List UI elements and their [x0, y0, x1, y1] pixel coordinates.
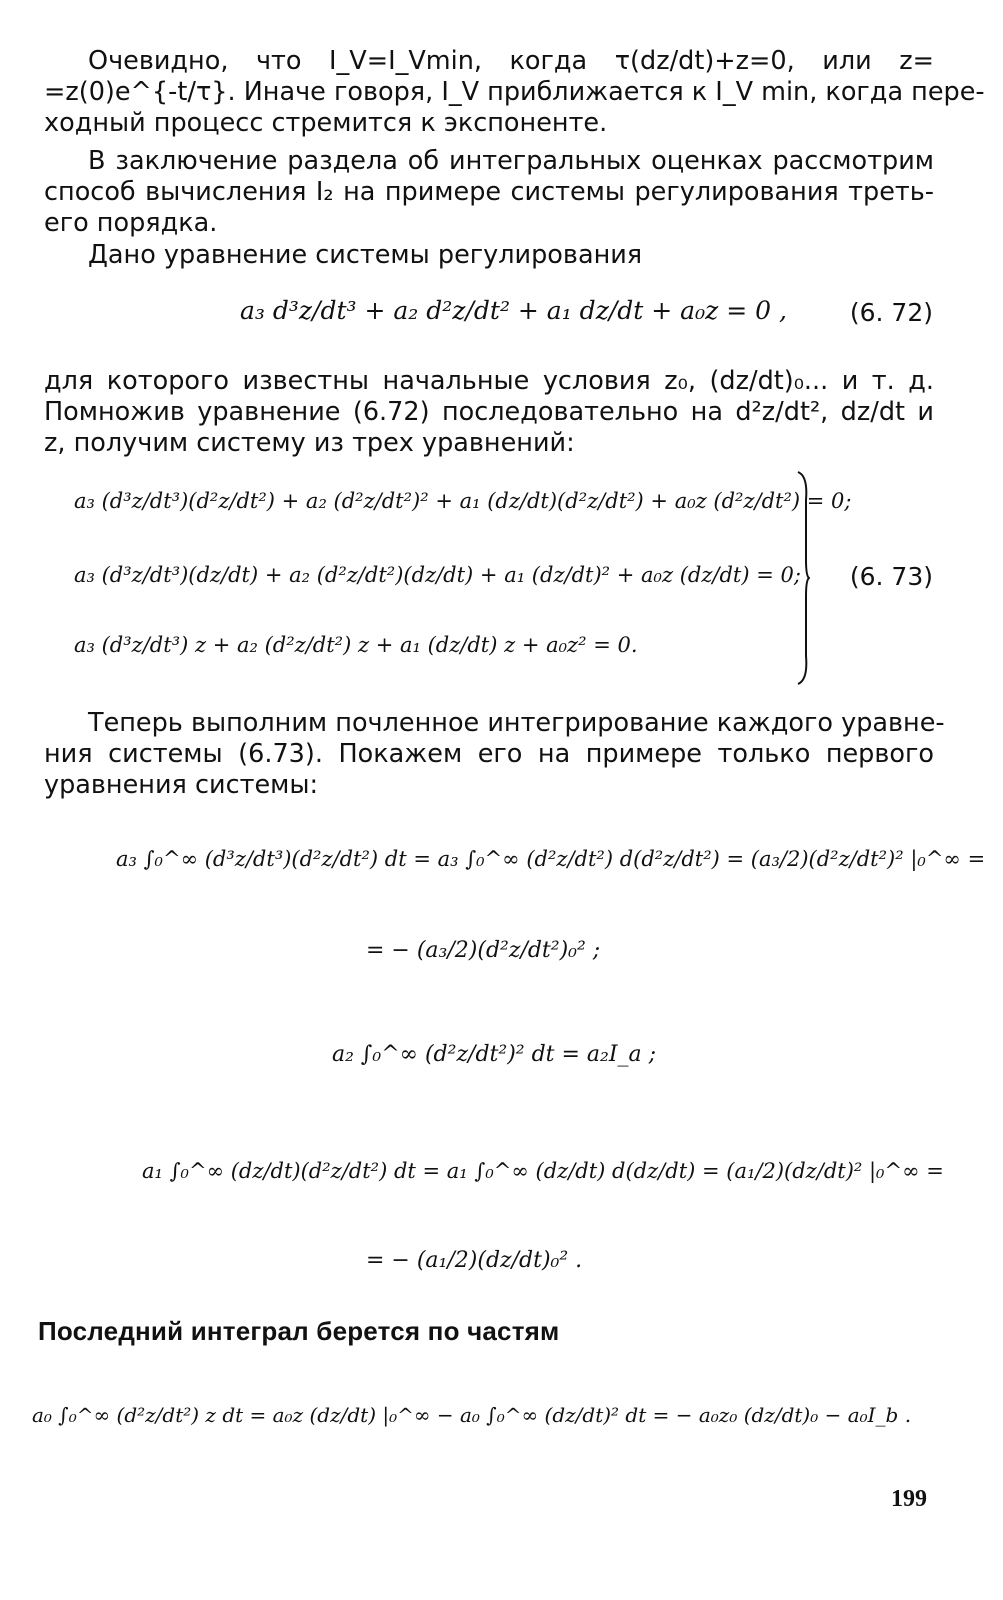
- equation-number-6-72: (6. 72): [849, 298, 933, 327]
- text-line: z, получим систему из трех уравнений:: [44, 428, 575, 458]
- paragraph-3: [44, 240, 934, 271]
- text-line: В заключение раздела об интегральных оценках рассмотрим: [88, 146, 934, 176]
- integral-1-line-1: a₃ ∫₀^∞ (d³z/dt³)(d²z/dt²) dt = a₃ ∫₀^∞ (d²z/dt²) d(d²z/dt²) = (a₃/2)(d²z/dt²)² |₀^∞ =: [116, 847, 986, 871]
- equation-number-6-73: (6. 73): [849, 562, 933, 591]
- integral-2: a₂ ∫₀^∞ (d²z/dt²)² dt = a₂I_a ;: [332, 1042, 657, 1067]
- integral-3-line-1: a₁ ∫₀^∞ (dz/dt)(d²z/dt²) dt = a₁ ∫₀^∞ (dz/dt) d(dz/dt) = (a₁/2)(dz/dt)² |₀^∞ =: [142, 1159, 944, 1183]
- integral-1-line-2: = − (a₃/2)(d²z/dt²)₀² ;: [366, 938, 601, 963]
- text-line: способ вычисления I₂ на примере системы регулирования треть-: [44, 177, 934, 207]
- equation-6-73-line-2: a₃ (d³z/dt³)(dz/dt) + a₂ (d²z/dt²)(dz/dt) + a₁ (dz/dt)² + a₀z (dz/dt) = 0;: [74, 563, 801, 587]
- text-line: ния системы (6.73). Покажем его на примере только первого: [44, 739, 934, 769]
- paragraph-1: [44, 46, 985, 139]
- text-line: уравнения системы:: [44, 770, 319, 800]
- text-line: =z(0)e^{-t/τ}. Иначе говоря, I_V приближается к I_V min, когда пере-: [44, 77, 985, 107]
- equation-6-72: a₃ d³z/dt³ + a₂ d²z/dt² + a₁ dz/dt + a₀z = 0 ,: [240, 296, 787, 325]
- text-line: Дано уравнение системы регулирования: [88, 240, 643, 270]
- section-heading: Последний интеграл берется по частям: [38, 1316, 560, 1346]
- text-line: Очевидно, что I_V=I_Vmin, когда τ(dz/dt)+z=0, или z=: [88, 46, 934, 76]
- paragraph-4: [44, 366, 934, 459]
- integral-3-line-2: = − (a₁/2)(dz/dt)₀² .: [366, 1248, 583, 1273]
- text-line: Помножив уравнение (6.72) последовательно на d²z/dt², dz/dt и: [44, 397, 934, 427]
- paragraph-5: [44, 708, 945, 801]
- equation-6-73-line-3: a₃ (d³z/dt³) z + a₂ (d²z/dt²) z + a₁ (dz/dt) z + a₀z² = 0.: [74, 633, 638, 657]
- integral-4: a₀ ∫₀^∞ (d²z/dt²) z dt = a₀z (dz/dt) |₀^∞ − a₀ ∫₀^∞ (dz/dt)² dt = − a₀z₀ (dz/dt)₀ − a₀I_b .: [32, 1403, 912, 1427]
- text-line: для которого известны начальные условия z₀, (dz/dt)₀... и т. д.: [44, 366, 934, 396]
- right-brace-icon: [796, 470, 810, 686]
- text-line: Теперь выполним почленное интегрирование каждого уравне-: [88, 708, 945, 738]
- page-number: 199: [891, 1486, 927, 1512]
- text-line: ходный процесс стремится к экспоненте.: [44, 108, 608, 138]
- equation-6-73-line-1: a₃ (d³z/dt³)(d²z/dt²) + a₂ (d²z/dt²)² + a₁ (dz/dt)(d²z/dt²) + a₀z (d²z/dt²) = 0;: [74, 489, 852, 513]
- paragraph-2: [44, 146, 934, 239]
- text-line: его порядка.: [44, 208, 218, 238]
